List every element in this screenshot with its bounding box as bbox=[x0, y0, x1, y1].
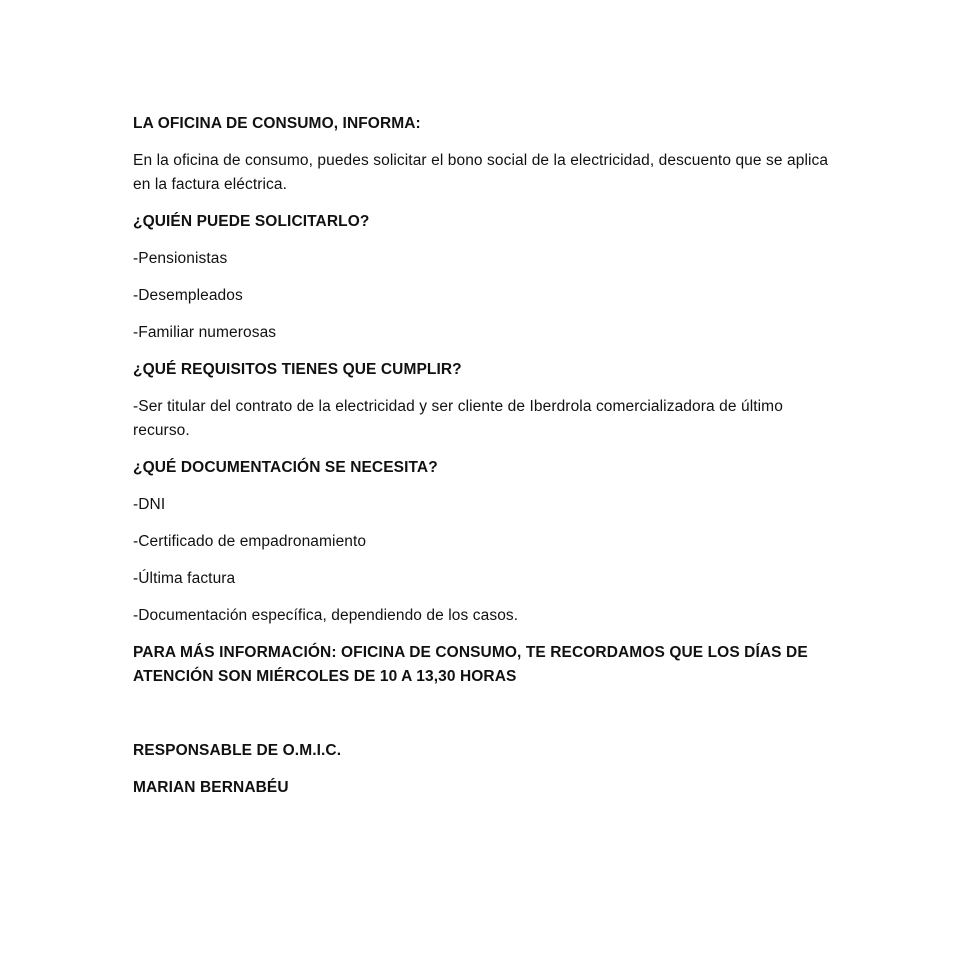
who-section-title: ¿QUIÉN PUEDE SOLICITARLO? bbox=[133, 213, 370, 230]
signature-role: RESPONSABLE DE O.M.I.C. bbox=[133, 742, 342, 759]
intro-paragraph: En la oficina de consumo, puedes solicitar el bono social de la electricidad, descuento que se aplica en la factura eléctrica. bbox=[133, 152, 829, 193]
info-notice: PARA MÁS INFORMACIÓN: OFICINA DE CONSUMO, TE RECORDAMOS QUE LOS DÍAS DE ATENCIÓN SON MIÉRCOLES DE 10 A 13,30 HORAS bbox=[133, 644, 808, 685]
who-item: -Familiar numerosas bbox=[133, 324, 277, 341]
requirements-text: -Ser titular del contrato de la electricidad y ser cliente de Iberdrola comercializadora de último recurso. bbox=[133, 398, 783, 439]
spacer bbox=[133, 702, 838, 739]
documentation-item: -Última factura bbox=[133, 570, 236, 587]
documentation-section-title: ¿QUÉ DOCUMENTACIÓN SE NECESITA? bbox=[133, 459, 438, 476]
document-page bbox=[133, 112, 838, 813]
requirements-section-title: ¿QUÉ REQUISITOS TIENES QUE CUMPLIR? bbox=[133, 361, 462, 378]
who-item: -Pensionistas bbox=[133, 250, 228, 267]
documentation-item: -Documentación específica, dependiendo de los casos. bbox=[133, 607, 519, 624]
document-heading: LA OFICINA DE CONSUMO, INFORMA: bbox=[133, 115, 421, 132]
who-item: -Desempleados bbox=[133, 287, 243, 304]
signature-name: MARIAN BERNABÉU bbox=[133, 779, 289, 796]
documentation-item: -DNI bbox=[133, 496, 166, 513]
documentation-item: -Certificado de empadronamiento bbox=[133, 533, 367, 550]
